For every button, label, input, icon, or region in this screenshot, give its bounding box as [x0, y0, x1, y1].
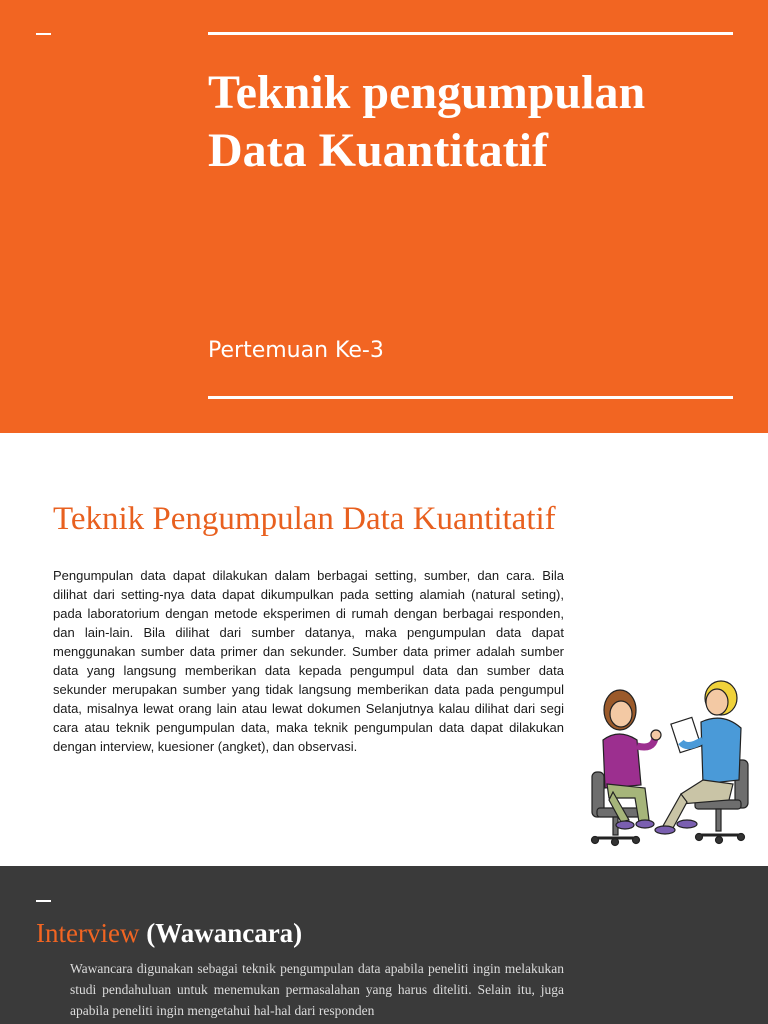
- content-slide-interview: [0, 866, 768, 1024]
- slide-heading: [36, 918, 302, 949]
- slide-heading: Teknik Pengumpulan Data Kuantitatif: [53, 501, 556, 537]
- slide-dash-mark: [36, 900, 51, 902]
- interview-illustration-icon: [583, 680, 758, 848]
- heading-rest: (Wawancara): [139, 918, 303, 948]
- slide-paragraph: Pengumpulan data dapat dilakukan dalam berbagai setting, sumber, dan cara. Bila dilihat dari setting-nya data dapat dikumpulkan pada setting alamiah (natural seting), pada laboratorium dengan metode eksperimen di rumah dengan berbagai responden, dan lain-lain. Bila dilihat dari sumber datanya, maka pengumpulan data dapat menggunakan sumber data primer dan sekunder. Sumber data primer adalah sumber data yang langsung memberikan data kepada pengumpul data dan sumber data sekunder merupakan sumber yang tidak langsung memberikan data pada pengumpul data, misalnya lewat orang lain atau lewat dokumen Selanjutnya kalau dilihat dari segi cara atau teknik pengumpulan data, maka teknik pengumpulan data dapat dilakukan dengan interview, kuesioner (angket), dan observasi.: [53, 568, 564, 754]
- title-slide: [0, 0, 768, 433]
- title-bottom-rule: [208, 396, 733, 399]
- title-line-2: Data Kuantitatif: [208, 124, 548, 177]
- content-slide-teknik: [0, 433, 768, 866]
- slide-paragraph: Wawancara digunakan sebagai teknik pengumpulan data apabila peneliti ingin melakukan studi pendahuluan untuk menemukan permasalahan yang harus diteliti. Selain itu, juga apabila peneliti ingin mengetahui hal-hal dari responden: [70, 961, 564, 1018]
- presentation-subtitle: Pertemuan Ke-3: [208, 338, 384, 363]
- heading-accent: Interview: [36, 918, 140, 948]
- title-line-1: Teknik pengumpulan: [208, 66, 646, 119]
- title-top-rule: [208, 32, 733, 35]
- presentation-title: [208, 64, 748, 180]
- slide-dash-mark: [36, 33, 51, 35]
